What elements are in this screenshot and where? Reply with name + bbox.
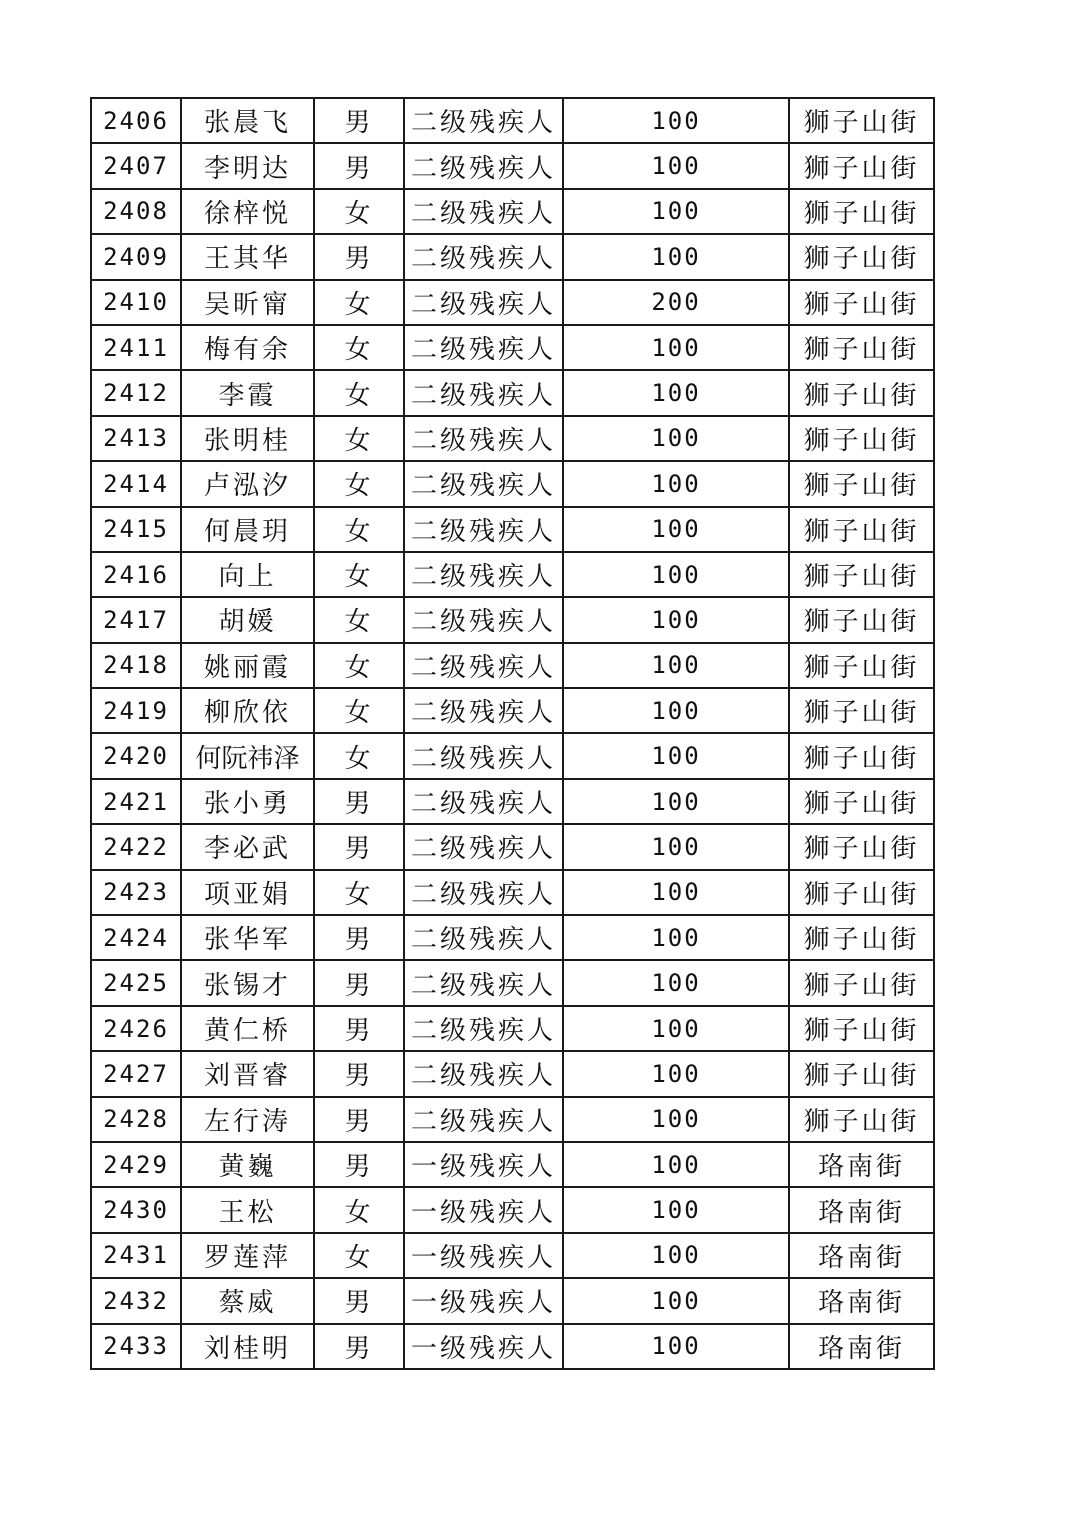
- street-cell: 狮子山街: [789, 1006, 934, 1051]
- gender-cell: 男: [314, 915, 404, 960]
- street-cell: 狮子山街: [789, 643, 934, 688]
- disability-level-cell: 二级残疾人: [404, 416, 563, 461]
- roster-table: [90, 97, 935, 1370]
- amount-cell: 100: [563, 688, 789, 733]
- disability-level-cell: 二级残疾人: [404, 143, 563, 188]
- gender-cell: 男: [314, 824, 404, 869]
- name-cell: 张锡才: [181, 960, 314, 1005]
- row-number-cell: 2426: [91, 1006, 181, 1051]
- table-row: [91, 1278, 934, 1323]
- street-cell: 狮子山街: [789, 1051, 934, 1096]
- street-cell: 狮子山街: [789, 688, 934, 733]
- gender-cell: 女: [314, 370, 404, 415]
- table-row: [91, 325, 934, 370]
- disability-level-cell: 二级残疾人: [404, 370, 563, 415]
- table-row: [91, 870, 934, 915]
- street-cell: 珞南街: [789, 1278, 934, 1323]
- disability-level-cell: 一级残疾人: [404, 1187, 563, 1232]
- gender-cell: 男: [314, 1097, 404, 1142]
- name-cell: 李明达: [181, 143, 314, 188]
- street-cell: 狮子山街: [789, 960, 934, 1005]
- name-cell: 黄仁桥: [181, 1006, 314, 1051]
- name-cell: 卢泓汐: [181, 461, 314, 506]
- amount-cell: 100: [563, 779, 789, 824]
- amount-cell: 100: [563, 189, 789, 234]
- gender-cell: 男: [314, 1142, 404, 1187]
- table-row: [91, 189, 934, 234]
- name-cell: 何阮祎泽: [181, 733, 314, 778]
- name-cell: 向上: [181, 552, 314, 597]
- street-cell: 狮子山街: [789, 597, 934, 642]
- amount-cell: 100: [563, 507, 789, 552]
- disability-level-cell: 二级残疾人: [404, 1051, 563, 1096]
- amount-cell: 100: [563, 461, 789, 506]
- name-cell: 张晨飞: [181, 98, 314, 143]
- name-cell: 胡媛: [181, 597, 314, 642]
- gender-cell: 女: [314, 416, 404, 461]
- table-row: [91, 416, 934, 461]
- table-row: [91, 461, 934, 506]
- disability-level-cell: 二级残疾人: [404, 870, 563, 915]
- street-cell: 狮子山街: [789, 325, 934, 370]
- disability-level-cell: 二级残疾人: [404, 779, 563, 824]
- roster-body: [91, 98, 934, 1369]
- amount-cell: 100: [563, 870, 789, 915]
- table-row: [91, 733, 934, 778]
- amount-cell: 100: [563, 1233, 789, 1278]
- street-cell: 珞南街: [789, 1187, 934, 1232]
- gender-cell: 男: [314, 143, 404, 188]
- street-cell: 狮子山街: [789, 143, 934, 188]
- street-cell: 狮子山街: [789, 189, 934, 234]
- amount-cell: 100: [563, 1324, 789, 1369]
- amount-cell: 100: [563, 915, 789, 960]
- row-number-cell: 2432: [91, 1278, 181, 1323]
- row-number-cell: 2427: [91, 1051, 181, 1096]
- row-number-cell: 2425: [91, 960, 181, 1005]
- name-cell: 王松: [181, 1187, 314, 1232]
- table-row: [91, 1097, 934, 1142]
- gender-cell: 男: [314, 1324, 404, 1369]
- row-number-cell: 2433: [91, 1324, 181, 1369]
- row-number-cell: 2409: [91, 234, 181, 279]
- street-cell: 狮子山街: [789, 915, 934, 960]
- gender-cell: 女: [314, 643, 404, 688]
- disability-level-cell: 二级残疾人: [404, 1097, 563, 1142]
- table-row: [91, 779, 934, 824]
- table-row: [91, 960, 934, 1005]
- amount-cell: 100: [563, 1278, 789, 1323]
- name-cell: 刘晋睿: [181, 1051, 314, 1096]
- row-number-cell: 2407: [91, 143, 181, 188]
- table-row: [91, 1006, 934, 1051]
- name-cell: 吴昕甯: [181, 280, 314, 325]
- disability-level-cell: 二级残疾人: [404, 960, 563, 1005]
- table-row: [91, 1324, 934, 1369]
- name-cell: 李必武: [181, 824, 314, 869]
- street-cell: 狮子山街: [789, 507, 934, 552]
- street-cell: 狮子山街: [789, 416, 934, 461]
- table-row: [91, 143, 934, 188]
- table-row: [91, 370, 934, 415]
- table-row: [91, 643, 934, 688]
- amount-cell: 100: [563, 552, 789, 597]
- street-cell: 珞南街: [789, 1142, 934, 1187]
- gender-cell: 女: [314, 1233, 404, 1278]
- disability-level-cell: 二级残疾人: [404, 915, 563, 960]
- street-cell: 狮子山街: [789, 370, 934, 415]
- gender-cell: 男: [314, 960, 404, 1005]
- street-cell: 狮子山街: [789, 824, 934, 869]
- amount-cell: 100: [563, 416, 789, 461]
- name-cell: 蔡威: [181, 1278, 314, 1323]
- row-number-cell: 2423: [91, 870, 181, 915]
- table-row: [91, 1142, 934, 1187]
- gender-cell: 女: [314, 870, 404, 915]
- amount-cell: 100: [563, 960, 789, 1005]
- street-cell: 狮子山街: [789, 779, 934, 824]
- name-cell: 张小勇: [181, 779, 314, 824]
- row-number-cell: 2428: [91, 1097, 181, 1142]
- row-number-cell: 2418: [91, 643, 181, 688]
- row-number-cell: 2430: [91, 1187, 181, 1232]
- street-cell: 狮子山街: [789, 1097, 934, 1142]
- gender-cell: 男: [314, 98, 404, 143]
- amount-cell: 100: [563, 370, 789, 415]
- row-number-cell: 2431: [91, 1233, 181, 1278]
- gender-cell: 女: [314, 733, 404, 778]
- disability-level-cell: 二级残疾人: [404, 688, 563, 733]
- amount-cell: 100: [563, 1051, 789, 1096]
- gender-cell: 女: [314, 507, 404, 552]
- row-number-cell: 2411: [91, 325, 181, 370]
- disability-level-cell: 二级残疾人: [404, 98, 563, 143]
- street-cell: 狮子山街: [789, 870, 934, 915]
- name-cell: 何晨玥: [181, 507, 314, 552]
- table-row: [91, 688, 934, 733]
- amount-cell: 100: [563, 643, 789, 688]
- amount-cell: 100: [563, 597, 789, 642]
- disability-level-cell: 二级残疾人: [404, 597, 563, 642]
- amount-cell: 100: [563, 234, 789, 279]
- table-row: [91, 597, 934, 642]
- amount-cell: 100: [563, 98, 789, 143]
- disability-level-cell: 二级残疾人: [404, 507, 563, 552]
- name-cell: 张华军: [181, 915, 314, 960]
- name-cell: 王其华: [181, 234, 314, 279]
- disability-level-cell: 一级残疾人: [404, 1142, 563, 1187]
- name-cell: 项亚娟: [181, 870, 314, 915]
- table-row: [91, 507, 934, 552]
- name-cell: 黄巍: [181, 1142, 314, 1187]
- name-cell: 左行涛: [181, 1097, 314, 1142]
- row-number-cell: 2424: [91, 915, 181, 960]
- disability-level-cell: 二级残疾人: [404, 461, 563, 506]
- row-number-cell: 2408: [91, 189, 181, 234]
- row-number-cell: 2412: [91, 370, 181, 415]
- name-cell: 柳欣依: [181, 688, 314, 733]
- amount-cell: 100: [563, 733, 789, 778]
- street-cell: 珞南街: [789, 1324, 934, 1369]
- street-cell: 珞南街: [789, 1233, 934, 1278]
- gender-cell: 男: [314, 1051, 404, 1096]
- table-row: [91, 234, 934, 279]
- amount-cell: 100: [563, 325, 789, 370]
- name-cell: 徐梓悦: [181, 189, 314, 234]
- disability-level-cell: 一级残疾人: [404, 1324, 563, 1369]
- disability-level-cell: 二级残疾人: [404, 234, 563, 279]
- gender-cell: 女: [314, 280, 404, 325]
- street-cell: 狮子山街: [789, 98, 934, 143]
- row-number-cell: 2420: [91, 733, 181, 778]
- gender-cell: 女: [314, 688, 404, 733]
- name-cell: 刘桂明: [181, 1324, 314, 1369]
- gender-cell: 女: [314, 189, 404, 234]
- disability-level-cell: 二级残疾人: [404, 643, 563, 688]
- table-row: [91, 824, 934, 869]
- row-number-cell: 2422: [91, 824, 181, 869]
- disability-level-cell: 一级残疾人: [404, 1278, 563, 1323]
- disability-level-cell: 一级残疾人: [404, 1233, 563, 1278]
- table-row: [91, 280, 934, 325]
- disability-level-cell: 二级残疾人: [404, 280, 563, 325]
- amount-cell: 100: [563, 1097, 789, 1142]
- street-cell: 狮子山街: [789, 733, 934, 778]
- gender-cell: 女: [314, 325, 404, 370]
- row-number-cell: 2417: [91, 597, 181, 642]
- row-number-cell: 2406: [91, 98, 181, 143]
- amount-cell: 100: [563, 1006, 789, 1051]
- table-row: [91, 1187, 934, 1232]
- gender-cell: 男: [314, 1278, 404, 1323]
- row-number-cell: 2413: [91, 416, 181, 461]
- disability-level-cell: 二级残疾人: [404, 733, 563, 778]
- gender-cell: 女: [314, 461, 404, 506]
- gender-cell: 男: [314, 234, 404, 279]
- street-cell: 狮子山街: [789, 552, 934, 597]
- street-cell: 狮子山街: [789, 234, 934, 279]
- gender-cell: 男: [314, 1006, 404, 1051]
- row-number-cell: 2421: [91, 779, 181, 824]
- gender-cell: 男: [314, 779, 404, 824]
- disability-level-cell: 二级残疾人: [404, 1006, 563, 1051]
- gender-cell: 女: [314, 552, 404, 597]
- name-cell: 姚丽霞: [181, 643, 314, 688]
- table-row: [91, 552, 934, 597]
- amount-cell: 100: [563, 824, 789, 869]
- row-number-cell: 2415: [91, 507, 181, 552]
- amount-cell: 100: [563, 1142, 789, 1187]
- row-number-cell: 2419: [91, 688, 181, 733]
- street-cell: 狮子山街: [789, 280, 934, 325]
- row-number-cell: 2416: [91, 552, 181, 597]
- table-row: [91, 1233, 934, 1278]
- name-cell: 梅有余: [181, 325, 314, 370]
- disability-level-cell: 二级残疾人: [404, 552, 563, 597]
- disability-level-cell: 二级残疾人: [404, 824, 563, 869]
- gender-cell: 女: [314, 597, 404, 642]
- amount-cell: 100: [563, 1187, 789, 1232]
- street-cell: 狮子山街: [789, 461, 934, 506]
- table-row: [91, 1051, 934, 1096]
- disability-level-cell: 二级残疾人: [404, 189, 563, 234]
- table-row: [91, 915, 934, 960]
- row-number-cell: 2410: [91, 280, 181, 325]
- amount-cell: 200: [563, 280, 789, 325]
- amount-cell: 100: [563, 143, 789, 188]
- disability-level-cell: 二级残疾人: [404, 325, 563, 370]
- row-number-cell: 2414: [91, 461, 181, 506]
- name-cell: 罗莲萍: [181, 1233, 314, 1278]
- row-number-cell: 2429: [91, 1142, 181, 1187]
- gender-cell: 女: [314, 1187, 404, 1232]
- table-row: [91, 98, 934, 143]
- name-cell: 李霞: [181, 370, 314, 415]
- name-cell: 张明桂: [181, 416, 314, 461]
